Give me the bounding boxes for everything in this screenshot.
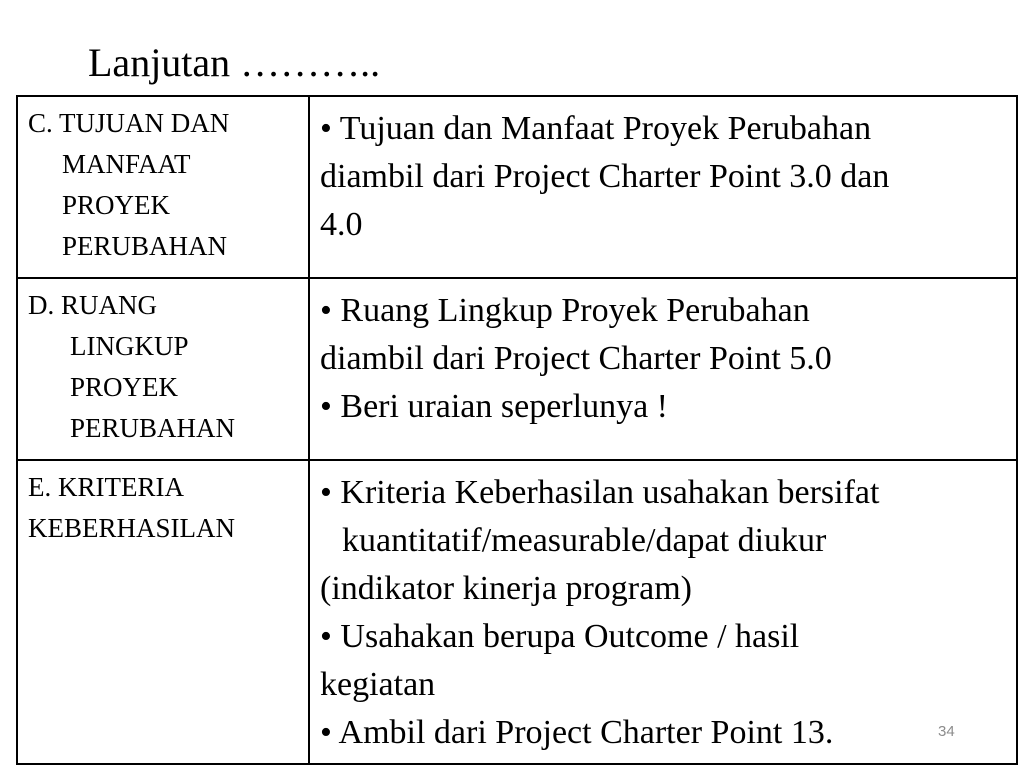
content-line: (indikator kinerja program)	[320, 570, 692, 607]
row-label-line: PERUBAHAN	[62, 231, 228, 261]
row-label-cell	[17, 278, 309, 460]
row-label-cell	[17, 460, 309, 764]
content-table	[16, 95, 1018, 765]
content-line: • Usahakan berupa Outcome / hasil	[320, 618, 800, 655]
page-number: 34	[938, 723, 955, 740]
slide-title: Lanjutan ………..	[88, 40, 381, 85]
row-content-cell	[309, 96, 1017, 278]
row-label-line: C. TUJUAN DAN	[28, 108, 230, 138]
content-line: • Kriteria Keberhasilan usahakan bersifat	[320, 474, 880, 511]
row-content-cell	[309, 460, 1017, 764]
content-line: kegiatan	[320, 666, 436, 703]
row-label-line: LINGKUP	[70, 331, 189, 361]
content-line: • Ruang Lingkup Proyek Perubahan	[320, 292, 810, 329]
row-label-line: KEBERHASILAN	[28, 513, 235, 543]
content-line: diambil dari Project Charter Point 5.0	[320, 340, 832, 377]
content-line: kuantitatif/measurable/dapat diukur	[342, 522, 827, 559]
content-line: diambil dari Project Charter Point 3.0 dan	[320, 158, 890, 195]
table-row-tujuan-manfaat	[17, 96, 1017, 278]
table-row-kriteria-keberhasilan	[17, 460, 1017, 764]
content-line: 4.0	[320, 206, 363, 243]
content-line: • Tujuan dan Manfaat Proyek Perubahan	[320, 110, 872, 147]
content-line: • Ambil dari Project Charter Point 13.	[320, 714, 834, 751]
row-label-line: MANFAAT	[62, 149, 191, 179]
row-content-cell	[309, 278, 1017, 460]
row-label-line: PROYEK	[62, 190, 171, 220]
content-line: • Beri uraian seperlunya !	[320, 388, 668, 425]
row-label-cell	[17, 96, 309, 278]
row-label-line: E. KRITERIA	[28, 472, 184, 502]
row-label-line: PERUBAHAN	[70, 413, 236, 443]
table-row-ruang-lingkup	[17, 278, 1017, 460]
row-label-line: PROYEK	[70, 372, 179, 402]
row-label-line: D. RUANG	[28, 290, 158, 320]
